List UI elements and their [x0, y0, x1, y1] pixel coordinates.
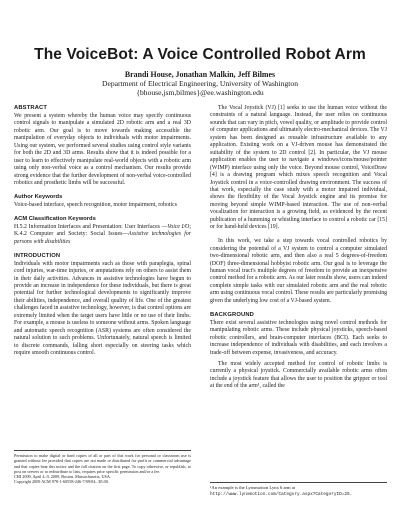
background-paragraph: The most widely accepted method for control of robotic limbs is currently a physical joystick. Commercially available robotic arms often include a joystick feature that allows the user to position the gripper or tool at the end of the arm¹, called the: [210, 361, 387, 390]
introduction-heading: INTRODUCTION: [14, 252, 61, 259]
left-column: [14, 105, 191, 358]
body-paragraph: In this work, we take a step towards vocal controlled robotics by considering the potential of a VJ system to control a computer simulated two-dimensional robotic arm, and then also a real 5 degrees-of-freedom (DOF) three-dimensional hobbyist robotic arm. Our goal is to leverage the human vocal tract's multiple degrees of freedom to provide an inexpensive control method for a robotic arm. As our later results show, users can indeed complete simple tasks with our simulated robotic arm and the real robotic arm using continuous vocal control. These results are particularly promising given the underlying low cost of a VJ-based system.: [210, 238, 387, 304]
keywords-text: Voice-based interface, speech recognition, motor impairment, robotics: [14, 201, 177, 208]
classification-text: H.5.2 Information Interfaces and Presentation: User Interfaces —Voice I/O; K.4.2 Computer and Society: Social Issues—Assistive technologies for persons with disabilities: [14, 223, 192, 245]
introduction-text: Individuals with motor impairments such as those with paraplegia, spinal cord injuries, war-time injuries, or amputations rely on others to assist them in their daily activities. Advances in assistive technologies have begun to provide an increase in independence for these individuals, but there is great potential for further technological developments to significantly improve their abilities, independence, and overall quality of life. One of the greatest challenges faced in assistive technology, however, is that control options are extremely limited when the target users have little or no use of their limbs. For example, a mouse is useless to someone without arms. Spoken language and automatic speech recognition (ASR) systems are often considered the natural solution to such problems. Unfortunately, natural speech is limited to discrete commands, falling short especially on steering tasks which require smooth continuous control.: [14, 260, 191, 357]
author-names: Brandi House, Jonathan Malkin, Jeff Bilmes: [124, 70, 276, 79]
copyright-line: Copyright 2009 ACM 978-1-60558-246-7/09/04...$5.00.: [14, 479, 109, 485]
author-block: [0, 70, 400, 98]
footnote: [210, 482, 387, 497]
right-column: [210, 105, 387, 391]
abstract-text: We present a system whereby the human voice may specify continuous control signals to manipulate a simulated 2D robotic arm and a real 3D robotic arm. Our goal is to move towards making accessible the manipulation of everyday objects to individuals with motor impairments. Using our system, we performed several studies using control style variants for both the 2D and 3D arms. Results show that it is indeed possible for a user to learn to effectively manipulate real-world objects with a robotic arm using only non-verbal voice as a control mechanism. Our results provide strong evidence that the further development of non-verbal voice-controlled robotics and prosthetic limbs will be successful.: [14, 112, 191, 187]
footnote-text: ¹An example is the Lynxmotion Lynx 6 arm at: [210, 485, 296, 490]
body-paragraph: The Vocal Joystick (VJ) [1] seeks to use the human voice without the constraints of a natural language. Instead, the user relies on continuous sounds that can vary in pitch, vowel quality, or amplitude to provide control of computer applications and ultimately electro-mechanical devices. The VJ system has been designed as reusable infrastructure available to any application. Existing work on a VJ-driven mouse has demonstrated the suitability of the system to 2D control [2]. In particular, the VJ mouse application enables the user to navigate a windows/icons/mouse/pointer (WIMP) interface using only the voice. Beyond mouse control, VoiceDraw [4] is a drawing program which mixes speech recognition and Vocal Joystick control in a voice-controlled drawing environment. The success of that work, especially the case study with a motor impaired individual, shows the flexibility of the Vocal Joystick engine and its promise for moving beyond simple WIMP-based interaction. The use of non-verbal vocalization for interaction is a growing field, as evidenced by the recent publication of a humming or whistling interface to control a robotic car [15] or for hand-held devices [19].: [210, 105, 387, 231]
permission-text: Permission to make digital or hard copies of all or part of this work for personal or classroom use is granted without fee provided that copies are not made or distributed for profit or commercial advantage and that copies bear this notice and the full citation on the first page. To copy otherwise, or republish, to post on servers or to redistribute to lists, requires prior specific permission and/or a fee.: [14, 453, 191, 474]
author-email: {bhouse,jsm,bilmes}@ee.washington.edu: [136, 88, 264, 98]
conference-line: CHI 2009, April 4–9, 2009, Boston, Massachusetts, USA.: [14, 474, 111, 480]
background-paragraph: There exist several assistive technologies using novel control methods for manipulating robotic arms. These include physical joysticks, speech-based robotic controllers, and brain-computer interfaces (BCI). Each seeks to increase independence of individuals with disabilities, and each involves a trade-off between expense, invasiveness, and accuracy.: [210, 319, 387, 356]
copyright-notice: [14, 450, 191, 485]
background-heading: BACKGROUND: [210, 311, 255, 318]
keywords-heading: Author Keywords: [14, 193, 63, 200]
author-affiliation: Department of Electrical Engineering, University of Washington: [102, 79, 298, 89]
abstract-heading: ABSTRACT: [14, 105, 48, 111]
classification-heading: ACM Classification Keywords: [14, 215, 96, 222]
footnote-link[interactable]: http://www.lynxmotion.com/Category.aspx?CategoryID=25.: [210, 491, 353, 497]
paper-title: The VoiceBot: A Voice Controlled Robot Arm: [34, 46, 366, 63]
